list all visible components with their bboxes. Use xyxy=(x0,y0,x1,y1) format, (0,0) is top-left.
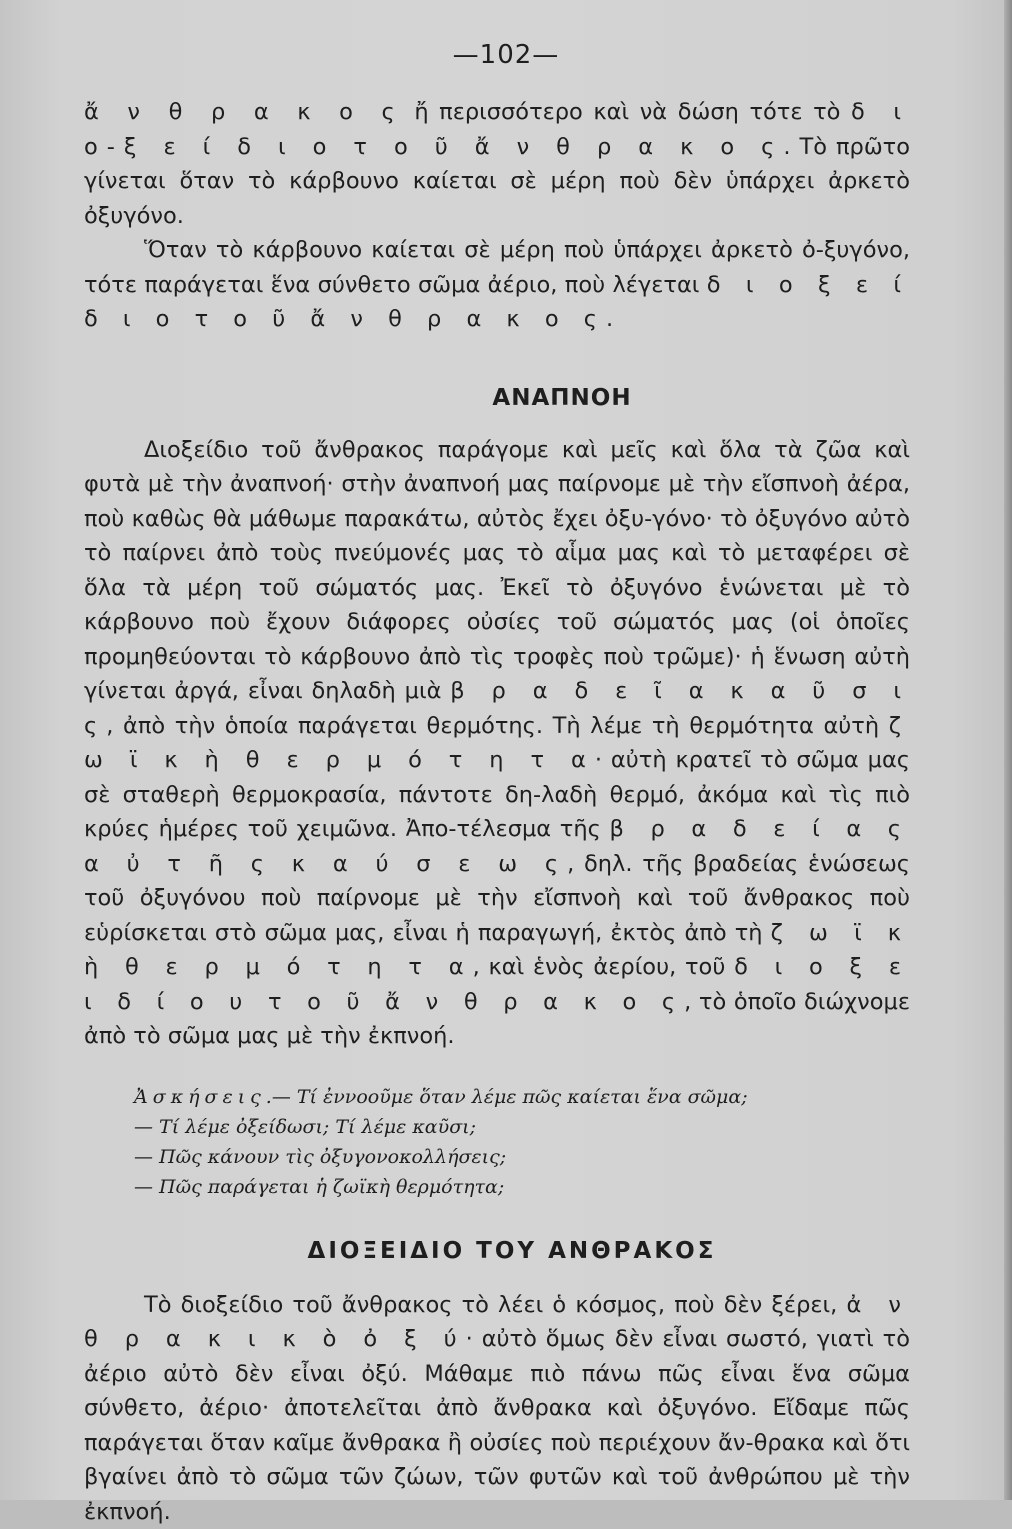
text-run: , καὶ ἑνὸς ἀερίου, τοῦ xyxy=(473,954,735,980)
page-number: —102— xyxy=(0,40,1012,70)
text-run: Ὅταν τὸ κάρβουνο καίεται σὲ μέρη ποὺ ὑπάρχει ἀρκετὸ ὀ-ξυγόνο, τότε παράγεται ἕνα σύνθετο σῶμα ἀέριο, ποὺ λέγεται xyxy=(84,237,910,298)
exercise-line-2 xyxy=(84,1112,910,1142)
spaced-term: δ ι ο ξ ε ί δ ι ο τ ο ῦ ἄ ν θ ρ α κ ο ς xyxy=(84,272,910,333)
paragraph-top-2 xyxy=(84,233,910,337)
text-run: · αὐτὴ κρατεῖ τὸ σῶμα μας σὲ σταθερὴ θερμοκρασία, πάντοτε δη-λαδὴ θερμό, ἀκόμα καὶ τὶς πιὸ κρύες ἡμέρες τοῦ χειμῶνα. Ἀπο-τέλεσμα τῆς xyxy=(84,747,910,842)
heading-anapnoi: ΑΝΑΠΝΟΗ xyxy=(84,385,910,411)
text-run: ἤ περισσότερο καὶ νὰ δώση τότε τὸ xyxy=(404,99,851,125)
spaced-term: β ρ α δ ε ῖ α κ α ῦ σ ι ς xyxy=(84,678,910,739)
spaced-term: ἀ ν θ ρ α κ ι κ ὸ ὀ ξ ύ xyxy=(84,1292,910,1353)
exercise-question: .— Τί ἐννοοῦμε ὅταν λέμε πῶς καίεται ἕνα σῶμα; xyxy=(266,1086,748,1108)
page-edge xyxy=(1004,0,1012,1500)
text-run: , δηλ. τῆς βραδείας ἑνώσεως τοῦ ὀξυγόνου ποὺ παίρνομε μὲ τὴν εἴσπνοὴ καὶ τοῦ ἄνθρακος ποὺ εὑρίσκεται στὸ σῶμα μας, εἶναι ἡ παραγωγή, ἐκτὸς ἀπὸ τὴ xyxy=(84,851,910,946)
text-run: Τὸ διοξείδιο τοῦ ἄνθρακος τὸ λέει ὁ κόσμος, ποὺ δὲν ξέρει, xyxy=(144,1292,846,1318)
exercise-line-1 xyxy=(84,1082,910,1112)
text-run: , τὸ ὁποῖο διώχνομε ἀπὸ τὸ σῶμα μας μὲ τὴν ἐκπνοή. xyxy=(84,989,910,1050)
spaced-term: δ ι ο-ξ ε ί δ ι ο τ ο ῦ ἄ ν θ ρ α κ ο ς xyxy=(84,99,910,160)
exercise-question: — Πῶς παράγεται ἡ ζωϊκὴ θερμότητα; xyxy=(134,1176,504,1198)
paragraph-top-1 xyxy=(84,95,910,233)
text-run: . xyxy=(606,306,613,332)
spaced-term: δ ι ο ξ ε ι δ ί ο υ τ ο ῦ ἄ ν θ ρ α κ ο ς xyxy=(84,954,910,1015)
text-run: . Τὸ πρῶτο γίνεται ὅταν τὸ κάρβουνο καίεται σὲ μέρη ποὺ δὲν ὑπάρχει ἀρκετὸ ὀξυγόνο. xyxy=(84,134,910,229)
exercises-label: Ἀσκήσεις xyxy=(134,1086,266,1108)
spaced-term: β ρ α δ ε ί α ς α ὐ τ ῆ ς κ α ύ σ ε ω ς xyxy=(84,816,910,877)
spaced-term: ζ ω ϊ κ ὴ θ ε ρ μ ό τ η τ α xyxy=(84,920,910,981)
spaced-term: ἄ ν θ ρ α κ ο ς xyxy=(84,99,404,125)
exercise-question: — Πῶς κάνουν τὶς ὀξυγονοκολλήσεις; xyxy=(134,1146,506,1168)
text-run: , ἀπὸ τὴν ὁποία παράγεται θερμότης. Τὴ λέμε τὴ θερμότητα αὐτὴ xyxy=(106,713,889,739)
page-content xyxy=(84,95,910,1529)
exercise-line-3 xyxy=(84,1142,910,1172)
paragraph-anapnoi xyxy=(84,433,910,1054)
exercise-question: — Τί λέμε ὀξείδωσι; Τί λέμε καῦσι; xyxy=(134,1116,476,1138)
paragraph-dioxeidio xyxy=(84,1288,910,1529)
heading-dioxeidio: ΔΙΟΞΕΙΔΙΟ ΤΟΥ ΑΝΘΡΑΚΟΣ xyxy=(84,1238,910,1264)
exercise-line-4 xyxy=(84,1172,910,1202)
text-run: Διοξείδιο τοῦ ἄνθρακος παράγομε καὶ μεῖς καὶ ὅλα τὰ ζῶα καὶ φυτὰ μὲ τὴν ἀναπνοή· στὴν ἀναπνοή μας παίρνομε μὲ τὴν εἴσπνοὴ ἀέρα, ποὺ καθὼς θὰ μάθωμε παρακάτω, αὐτὸς ἔχει ὀξυ-γόνο· τὸ ὀξυγόνο αὐτὸ τὸ παίρνει ἀπὸ τοὺς πνεύμονές μας τὸ αἷμα μας καὶ τὸ μεταφέρει σὲ ὅλα τὰ μέρη τοῦ σώματός μας. Ἐκεῖ τὸ ὀξυγόνο ἑνώνεται μὲ τὸ κάρβουνο ποὺ ἔχουν διάφορες οὐσίες τοῦ σώματός μας (οἱ ὁποῖες προμηθεύονται τὸ κάρβουνο ἀπὸ τὶς τροφὲς ποὺ τρῶμε)· ἡ ἕνωση αὐτὴ γίνεται ἀργά, εἶναι δηλαδὴ μιὰ xyxy=(84,437,910,705)
spaced-term: ζ ω ϊ κ ὴ θ ε ρ μ ό τ η τ α xyxy=(84,713,910,774)
text-run: · αὐτὸ ὅμως δὲν εἶναι σωστό, γιατὶ τὸ ἀέριο αὐτὸ δὲν εἶναι ὀξύ. Μάθαμε πιὸ πάνω πῶς εἶναι ἕνα σῶμα σύνθετο, ἀέριο· ἀποτελεῖται ἀπὸ ἄνθρακα καὶ ὀξυγόνο. Εἴδαμε πῶς παράγεται ὅταν καῖμε ἄνθρακα ἢ οὐσίες ποὺ περιέχουν ἄν-θρακα καὶ ὅτι βγαίνει ἀπὸ τὸ σῶμα τῶν ζώων, τῶν φυτῶν καὶ τοῦ ἀνθρώπου μὲ τὴν ἐκπνοή. xyxy=(84,1326,910,1525)
